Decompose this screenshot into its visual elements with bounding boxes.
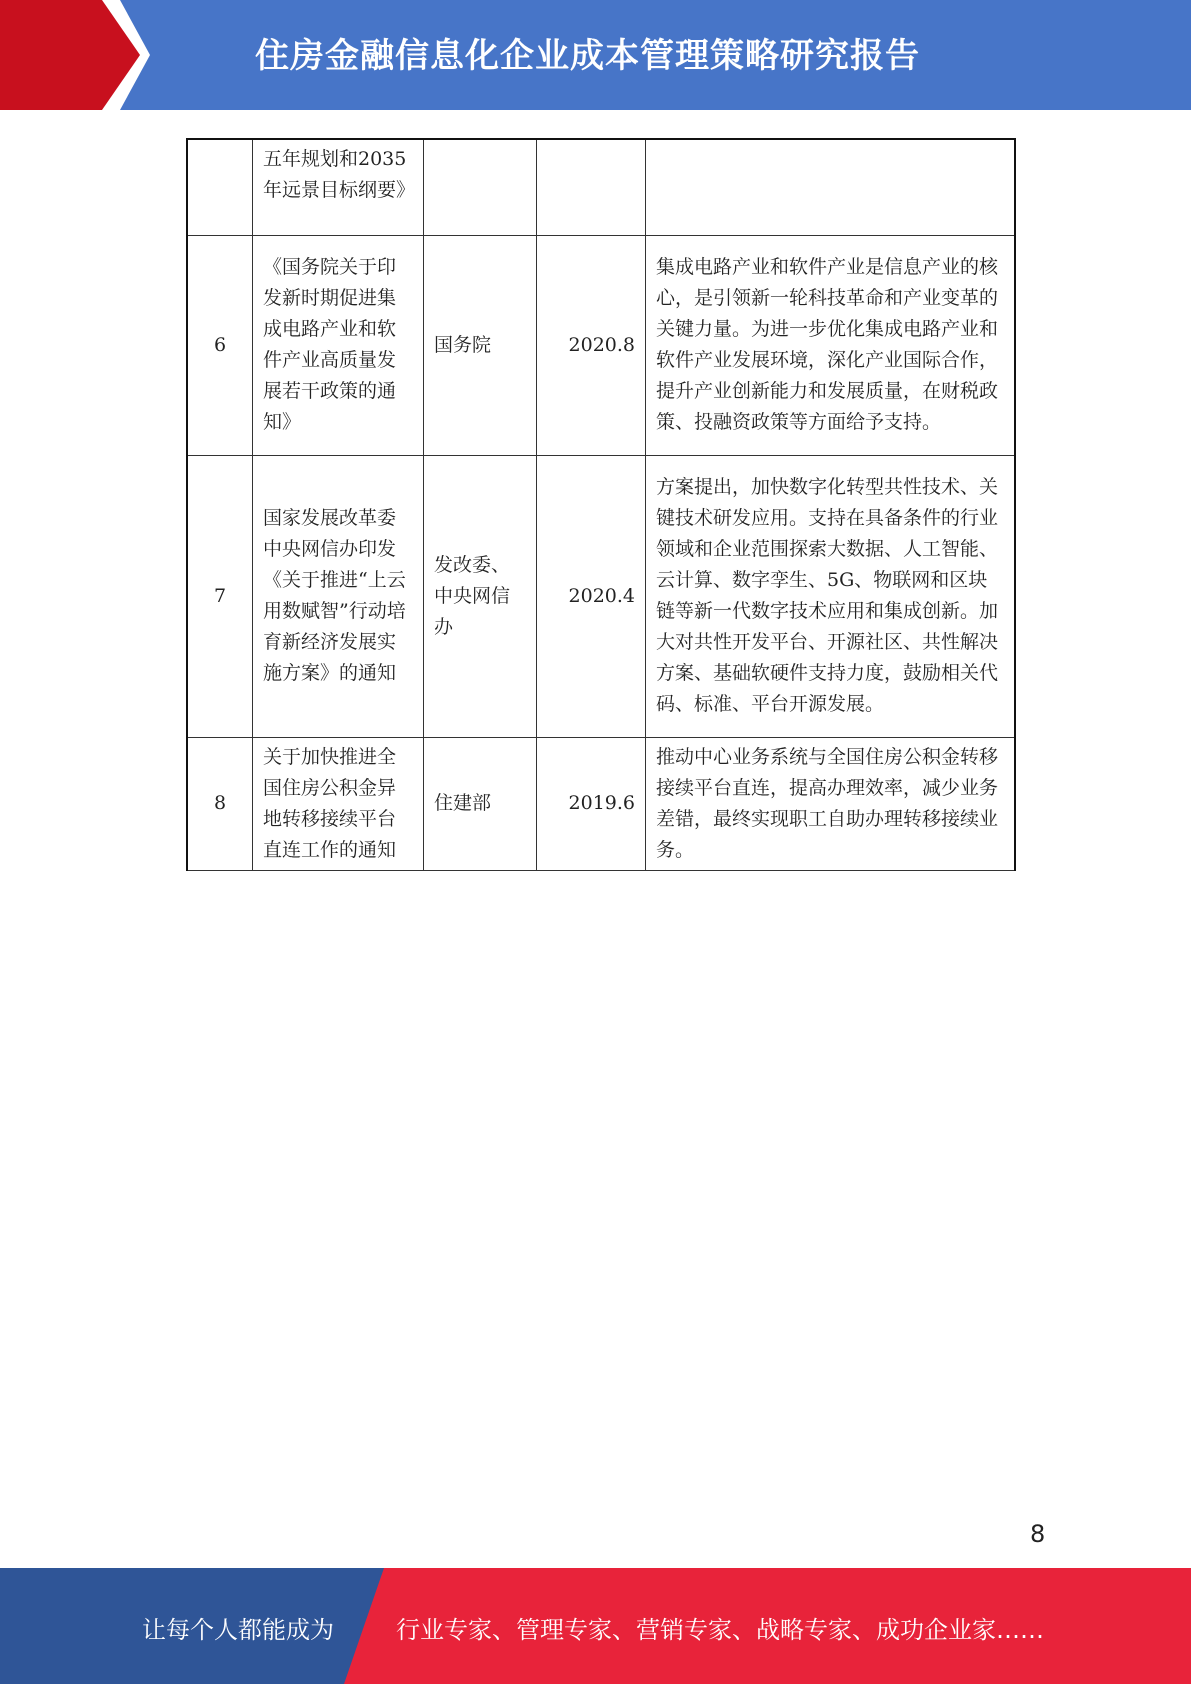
page-header (0, 0, 1191, 110)
policy-content: 推动中心业务系统与全国住房公积金转移接续平台直连，提高办理效率，减少业务差错，最终实现职工自助办理转移接续业务。 (646, 737, 1016, 870)
report-title: 住房金融信息化企业成本管理策略研究报告 (255, 36, 920, 76)
row-index: 6 (187, 235, 253, 455)
page-number: 8 (1030, 1520, 1046, 1548)
issue-date: 2020.4 (537, 455, 646, 737)
issuing-department: 发改委、中央网信办 (424, 455, 537, 737)
issue-date: 2019.6 (537, 737, 646, 870)
policy-content (646, 139, 1016, 235)
policy-table (186, 138, 1016, 871)
header-chevron-icon (0, 0, 180, 110)
policy-name: 国家发展改革委中央网信办印发《关于推进“上云用数赋智”行动培育新经济发展实施方案》的通知 (253, 455, 424, 737)
table-row (187, 235, 1015, 455)
table-row (187, 737, 1015, 870)
issue-date (537, 139, 646, 235)
row-index (187, 139, 253, 235)
table-row (187, 139, 1015, 235)
row-index: 8 (187, 737, 253, 870)
row-index: 7 (187, 455, 253, 737)
policy-name: 关于加快推进全国住房公积金异地转移接续平台直连工作的通知 (253, 737, 424, 870)
policy-name: 《国务院关于印发新时期促进集成电路产业和软件产业高质量发展若干政策的通知》 (253, 235, 424, 455)
footer-slogan-left: 让每个人都能成为 (142, 1616, 334, 1644)
page-footer (0, 1568, 1191, 1684)
policy-content: 方案提出，加快数字化转型共性技术、关键技术研发应用。支持在具备条件的行业领域和企业范围探索大数据、人工智能、云计算、数字孪生、5G、物联网和区块链等新一代数字技术应用和集成创新。加大对共性开发平台、开源社区、共性解决方案、基础软硬件支持力度，鼓励相关代码、标准、平台开源发展。 (646, 455, 1016, 737)
footer-slogan-right: 行业专家、管理专家、营销专家、战略专家、成功企业家…… (396, 1616, 1044, 1644)
policy-name: 五年规划和2035年远景目标纲要》 (253, 139, 424, 235)
issue-date: 2020.8 (537, 235, 646, 455)
table-row (187, 455, 1015, 737)
issuing-department: 住建部 (424, 737, 537, 870)
issuing-department (424, 139, 537, 235)
issuing-department: 国务院 (424, 235, 537, 455)
policy-content: 集成电路产业和软件产业是信息产业的核心，是引领新一轮科技革命和产业变革的关键力量。为进一步优化集成电路产业和软件产业发展环境，深化产业国际合作，提升产业创新能力和发展质量，在财税政策、投融资政策等方面给予支持。 (646, 235, 1016, 455)
